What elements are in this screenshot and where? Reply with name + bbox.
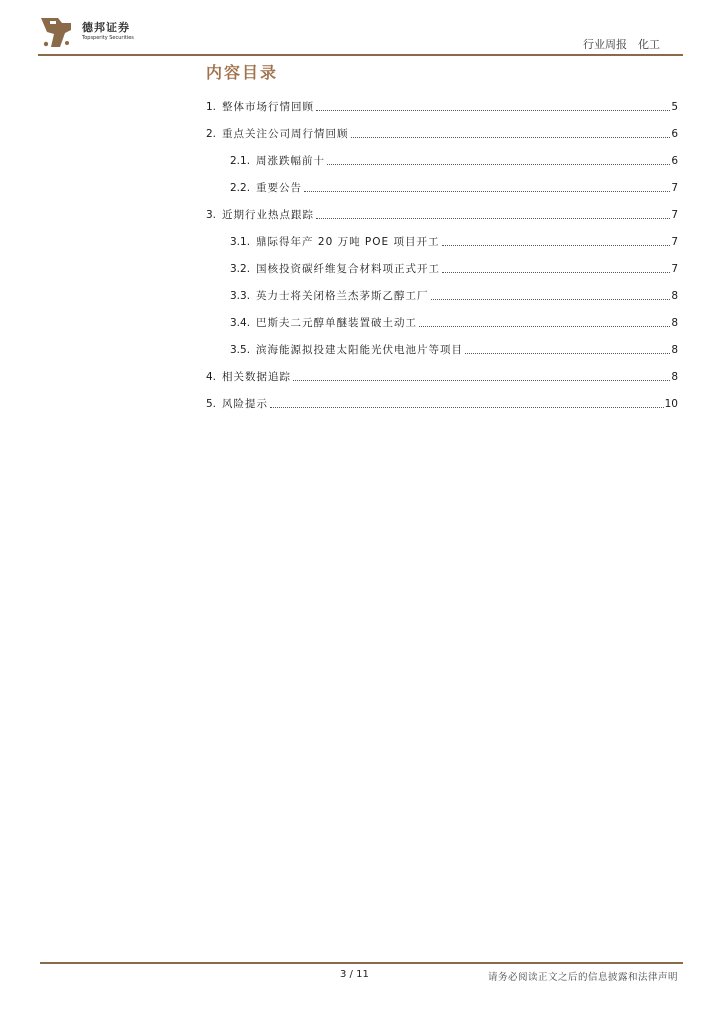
toc-entry-number: 2.2. <box>230 182 251 194</box>
toc-leader-dots <box>316 218 670 219</box>
toc-entry-page: 8 <box>671 290 678 302</box>
toc-entry-title: 重点关注公司周行情回顾 <box>222 128 349 140</box>
toc-leader-dots <box>327 164 670 165</box>
toc-entry-title: 整体市场行情回顾 <box>222 101 315 113</box>
toc-subentry[interactable] <box>230 258 678 276</box>
logo-text-en: Topsperity Securities <box>82 35 134 41</box>
toc-leader-dots <box>419 326 670 327</box>
toc-leader-dots <box>465 353 670 354</box>
toc-entry-title: 重要公告 <box>256 182 303 194</box>
company-logo <box>38 14 158 50</box>
toc-subentry[interactable] <box>230 231 678 249</box>
toc-entry-title: 相关数据追踪 <box>222 371 292 383</box>
toc-leader-dots <box>293 380 670 381</box>
toc-leader-dots <box>442 272 670 273</box>
toc-title: 内容目录 <box>206 63 279 82</box>
toc-entry-number: 2.1. <box>230 155 251 167</box>
toc-entry-number: 3.3. <box>230 290 251 302</box>
page-number: 3 / 11 <box>340 969 369 980</box>
toc-entry-number: 3.1. <box>230 236 251 248</box>
toc-entry[interactable] <box>206 366 678 384</box>
toc-entry-page: 8 <box>671 317 678 329</box>
toc-entry-page: 7 <box>671 263 678 275</box>
toc-leader-dots <box>431 299 671 300</box>
report-section-label: 行业周报 化工 <box>583 38 660 51</box>
toc-entry-page: 8 <box>671 371 678 383</box>
toc-entry-page: 7 <box>671 236 678 248</box>
toc-entry-title: 英力士将关闭格兰杰茅斯乙醇工厂 <box>256 290 429 302</box>
disclaimer-note: 请务必阅读正文之后的信息披露和法律声明 <box>487 972 678 983</box>
toc-subentry[interactable] <box>230 312 678 330</box>
toc-entry-page: 7 <box>671 182 678 194</box>
toc-entry[interactable] <box>206 96 678 114</box>
toc-subentry[interactable] <box>230 339 678 357</box>
toc-entry[interactable] <box>206 204 678 222</box>
toc-entry-number: 3. <box>206 209 217 221</box>
toc-leader-dots <box>270 407 664 408</box>
toc-entry-page: 8 <box>671 344 678 356</box>
header-divider <box>38 54 683 56</box>
logo-emblem-icon <box>38 14 76 50</box>
toc-entry[interactable] <box>206 123 678 141</box>
toc-entry-title: 鼎际得年产 20 万吨 POE 项目开工 <box>256 236 440 248</box>
toc-entry-number: 4. <box>206 371 217 383</box>
toc-entry-number: 3.5. <box>230 344 251 356</box>
toc-leader-dots <box>304 191 670 192</box>
toc-subentry[interactable] <box>230 285 678 303</box>
toc-entry-title: 近期行业热点跟踪 <box>222 209 315 221</box>
toc-leader-dots <box>442 245 671 246</box>
toc-entry-page: 5 <box>671 101 678 113</box>
toc-entry-title: 风险提示 <box>222 398 269 410</box>
toc-entry-title: 巴斯夫二元醇单醚装置破土动工 <box>256 317 418 329</box>
toc-entry-page: 6 <box>671 155 678 167</box>
toc-entry-number: 3.4. <box>230 317 251 329</box>
toc-entry-title: 国核投资碳纤维复合材料项正式开工 <box>256 263 441 275</box>
toc-entry-title: 周涨跌幅前十 <box>256 155 326 167</box>
toc-leader-dots <box>351 137 671 138</box>
logo-text-cn: 德邦证券 <box>82 21 130 34</box>
toc-entry-number: 3.2. <box>230 263 251 275</box>
toc-subentry[interactable] <box>230 177 678 195</box>
toc-entry-page: 6 <box>671 128 678 140</box>
footer-divider <box>40 962 683 964</box>
toc-entry-number: 5. <box>206 398 217 410</box>
toc-leader-dots <box>316 110 670 111</box>
toc-entry-title: 滨海能源拟投建太阳能光伏电池片等项目 <box>256 344 464 356</box>
toc-subentry[interactable] <box>230 150 678 168</box>
toc-entry[interactable] <box>206 393 678 411</box>
toc-entry-page: 10 <box>664 398 678 410</box>
toc-entry-page: 7 <box>671 209 678 221</box>
toc-entry-number: 1. <box>206 101 217 113</box>
toc-entry-number: 2. <box>206 128 217 140</box>
